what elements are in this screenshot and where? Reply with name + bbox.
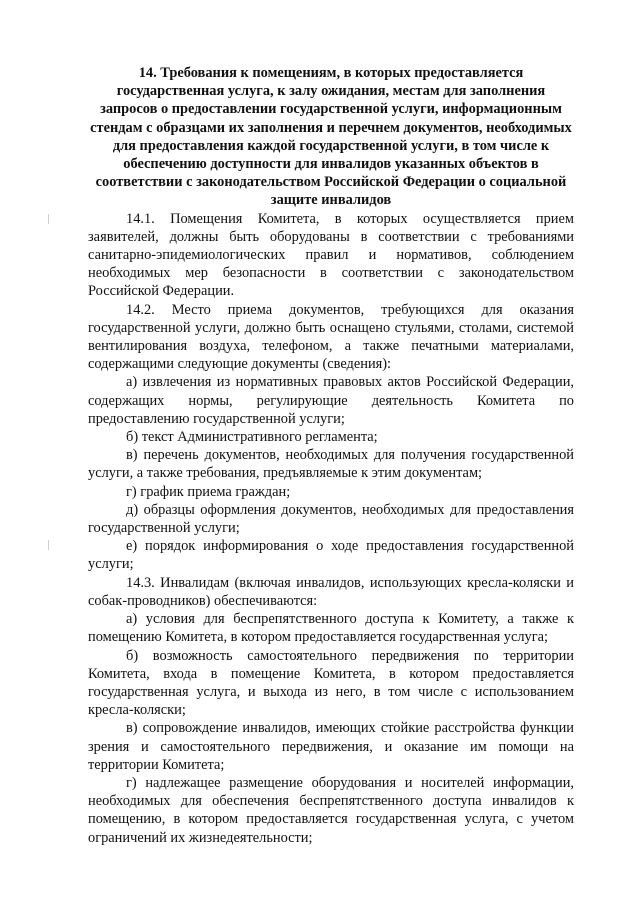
document-page (88, 64, 574, 847)
list-item-a: а) извлечения из нормативных правовых актов Российской Федерации, содержащих нормы, регулирующие деятельность Комитета по предоставлению государственной услуги; (88, 374, 574, 427)
paragraph-14-3: 14.3. Инвалидам (включая инвалидов, использующих кресла-коляски и собак-проводников) обеспечиваются: (88, 574, 574, 609)
list-item-v: в) перечень документов, необходимых для получения государственной услуги, а также требования, предъявляемые к этим документам; (88, 447, 574, 482)
scan-margin-mark-top (48, 214, 49, 224)
scan-margin-mark-bottom (48, 540, 49, 550)
list-item-g: г) график приема граждан; (126, 483, 291, 500)
list-item-d: д) образцы оформления документов, необходимых для предоставления государственной услуги; (88, 501, 574, 537)
list-item-a-2: а) условия для беспрепятственного доступа к Комитету, а также к помещению Комитета, в котором предоставляется государственная услуга; (88, 611, 574, 646)
section-heading: 14. Требования к помещениям, в которых предоставляется государственная услуга, к залу ожидания, местам для заполнения запросов о предоставлении государственной услуги, информационным стендам с образцами их заполнения и перечнем документов, необходимых для предоставления каждой государственной услуги, в том числе к обеспечению доступности для инвалидов указанных объектов в соответствии с законодательством Российской Федерации о социальной защите инвалидов (90, 65, 572, 209)
list-item-b: б) текст Административного регламента; (126, 429, 378, 446)
list-item-b-2: б) возможность самостоятельного передвижения по территории Комитета, входа в помещение Комитета, в котором предоставляется государственная услуга, и выхода из него, в том числе с использованием кресла-коляски; (88, 647, 574, 719)
paragraph-14-1: 14.1. Помещения Комитета, в которых осуществляется прием заявителей, должны быть оборудованы в соответствии с требованиями санитарно-эпидемиологических правил и нормативов, соблюдением необходимых мер безопасности в соответствии с законодательством Российской Федерации. (88, 210, 574, 300)
paragraph-14-2: 14.2. Место приема документов, требующихся для оказания государственной услуги, должно быть оснащено стульями, столами, системой вентилирования воздуха, телефоном, а также печатными материалами, содержащими следующие документы (сведения): (88, 301, 574, 373)
list-item-e: е) порядок информирования о ходе предоставления государственной услуги; (88, 538, 574, 573)
list-item-g-2: г) надлежащее размещение оборудования и носителей информации, необходимых для обеспечения беспрепятственного доступа инвалидов к помещению, в котором предоставляется государственная услуга, с учетом ограничений их жизнедеятельности; (88, 774, 574, 846)
list-item-v-2: в) сопровождение инвалидов, имеющих стойкие расстройства функции зрения и самостоятельного передвижения, и оказание им помощи на территории Комитета; (88, 720, 574, 773)
